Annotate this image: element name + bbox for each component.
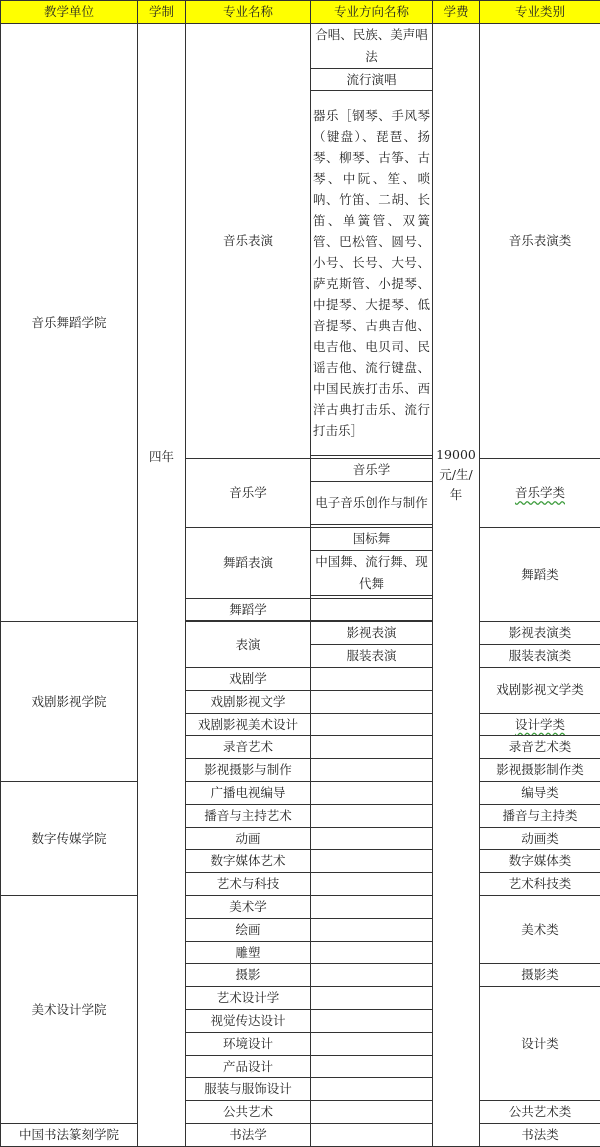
direction-cell — [311, 804, 433, 827]
category-cell: 服装表演类 — [480, 645, 600, 668]
major-cell: 影视摄影与制作 — [186, 759, 311, 782]
unit-cell-media: 数字传媒学院 — [1, 781, 138, 895]
major-cell: 表演 — [186, 622, 311, 668]
major-cell: 录音艺术 — [186, 736, 311, 759]
direction-cell — [311, 1009, 433, 1032]
table-row — [1, 1123, 600, 1146]
header-category: 专业类别 — [480, 1, 600, 24]
major-cell: 雕塑 — [186, 941, 311, 964]
direction-cell: 音乐学 — [311, 459, 433, 482]
header-direction: 专业方向名称 — [311, 1, 433, 24]
direction-cell — [311, 667, 433, 690]
major-cell: 美术学 — [186, 895, 311, 918]
category-cell: 书法类 — [480, 1123, 600, 1146]
header-row — [1, 1, 600, 24]
direction-cell — [311, 987, 433, 1010]
direction-cell — [311, 1123, 433, 1146]
category-cell: 设计类 — [480, 987, 600, 1101]
direction-cell — [311, 690, 433, 713]
direction-cell — [311, 918, 433, 941]
direction-cell — [311, 1032, 433, 1055]
direction-cell — [311, 1078, 433, 1101]
category-cell: 编导类 — [480, 781, 600, 804]
major-cell: 戏剧影视文学 — [186, 690, 311, 713]
direction-cell — [311, 781, 433, 804]
major-cell: 音乐表演 — [186, 24, 311, 459]
direction-cell — [311, 941, 433, 964]
category-cell: 影视摄影制作类 — [480, 759, 600, 782]
category-cell: 摄影类 — [480, 964, 600, 987]
table-row — [1, 622, 600, 645]
major-cell: 舞蹈表演 — [186, 528, 311, 598]
direction-cell: 流行演唱 — [311, 68, 433, 91]
category-cell: 美术类 — [480, 895, 600, 963]
unit-cell-drama: 戏剧影视学院 — [1, 622, 138, 782]
direction-cell — [311, 713, 433, 736]
direction-cell: 器乐［钢琴、手风琴（键盘）、琵琶、扬琴、柳琴、古筝、古琴、中阮、笙、唢呐、竹笛、二胡、长笛、单簧管、双簧管、巴松管、圆号、小号、长号、大号、萨克斯管、小提琴、中提琴、大提琴、低音提琴、古典吉他、电吉他、电贝司、民谣吉他、流行键盘、中国民族打击乐、西洋古典打击乐、流行打击乐］ — [311, 91, 433, 456]
category-cell: 播音与主持类 — [480, 804, 600, 827]
category-cell: 艺术科技类 — [480, 873, 600, 896]
direction-cell — [311, 964, 433, 987]
direction-cell — [311, 895, 433, 918]
direction-cell — [311, 1055, 433, 1078]
category-cell: 舞蹈类 — [480, 528, 600, 622]
category-cell: 数字媒体类 — [480, 850, 600, 873]
direction-cell — [311, 736, 433, 759]
major-cell: 环境设计 — [186, 1032, 311, 1055]
header-unit: 教学单位 — [1, 1, 138, 24]
major-cell: 艺术设计学 — [186, 987, 311, 1010]
category-text: 音乐学类 — [515, 485, 565, 500]
direction-cell — [311, 827, 433, 850]
major-cell: 广播电视编导 — [186, 781, 311, 804]
table-row — [1, 895, 600, 918]
category-cell: 影视表演类 — [480, 622, 600, 645]
direction-cell — [311, 1101, 433, 1124]
major-cell: 书法学 — [186, 1123, 311, 1146]
major-cell: 戏剧学 — [186, 667, 311, 690]
major-cell: 艺术与科技 — [186, 873, 311, 896]
direction-cell: 国标舞 — [311, 528, 433, 551]
category-cell: 动画类 — [480, 827, 600, 850]
unit-cell-music: 音乐舞蹈学院 — [1, 24, 138, 622]
duration-cell: 四年 — [138, 24, 186, 1147]
major-cell: 绘画 — [186, 918, 311, 941]
direction-cell — [311, 759, 433, 782]
unit-cell-art: 美术设计学院 — [1, 895, 138, 1123]
direction-cell: 合唱、民族、美声唱法 — [311, 24, 433, 69]
direction-cell — [311, 873, 433, 896]
direction-cell — [311, 598, 433, 621]
major-cell: 摄影 — [186, 964, 311, 987]
unit-cell-calligraphy: 中国书法篆刻学院 — [1, 1123, 138, 1146]
major-cell: 音乐学 — [186, 459, 311, 528]
major-cell: 公共艺术 — [186, 1101, 311, 1124]
major-cell: 舞蹈学 — [186, 598, 311, 621]
direction-cell — [311, 850, 433, 873]
major-cell: 服装与服饰设计 — [186, 1078, 311, 1101]
table-row — [1, 24, 600, 69]
category-cell — [480, 459, 600, 528]
header-major: 专业名称 — [186, 1, 311, 24]
fee-cell: 19000元/生/年 — [433, 24, 480, 1147]
major-cell: 数字媒体艺术 — [186, 850, 311, 873]
major-cell: 动画 — [186, 827, 311, 850]
category-cell: 公共艺术类 — [480, 1101, 600, 1124]
major-cell: 播音与主持艺术 — [186, 804, 311, 827]
header-duration: 学制 — [138, 1, 186, 24]
major-cell: 戏剧影视美术设计 — [186, 713, 311, 736]
direction-cell: 中国舞、流行舞、现代舞 — [311, 550, 433, 595]
table-row — [1, 781, 600, 804]
category-cell: 录音艺术类 — [480, 736, 600, 759]
major-cell: 产品设计 — [186, 1055, 311, 1078]
direction-cell: 电子音乐创作与制作 — [311, 482, 433, 525]
direction-cell: 影视表演 — [311, 622, 433, 645]
direction-cell: 服装表演 — [311, 645, 433, 668]
category-cell: 音乐表演类 — [480, 24, 600, 459]
category-cell: 戏剧影视文学类 — [480, 667, 600, 713]
header-fee: 学费 — [433, 1, 480, 24]
category-text: 设计学类 — [515, 717, 565, 732]
major-cell: 视觉传达设计 — [186, 1009, 311, 1032]
category-cell — [480, 713, 600, 736]
